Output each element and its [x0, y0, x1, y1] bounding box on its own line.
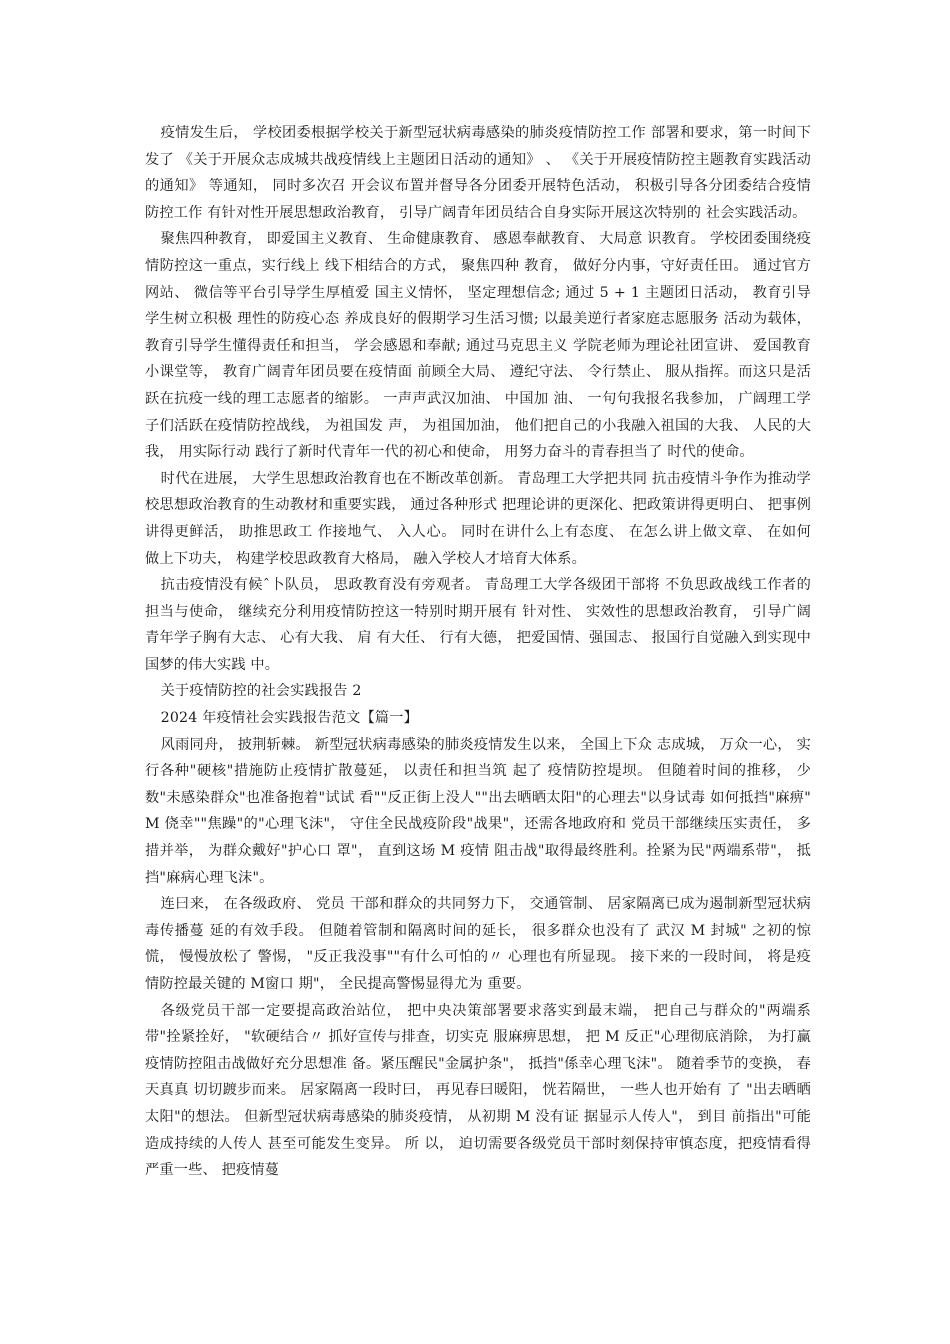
paragraph-2: 聚焦四种教育， 即爱国主义教育、 生命健康教育、 感恩奉献教育、 大局意 识教育。 学校团委围绕疫情防控这一重点，实行线上 线下相结合的方式， 聚焦四种 教育， 做好分内事，守好责任田。 通过官方网站、 微信等平台引导学生厚植爱 国主义情怀， 坚定理想信念; 通过 5 + 1 主题团日活动， 教育引导学生树立积极 理性的防疫心态 养成良好的假期学习生活习惯; 以最美逆行者家庭志愿服务 活动为载体， 教育引导学生懂得责任和担当， 学会感恩和奉献; 通过马克思主义 学院老师为理论社团宣讲、 爱国教育小课堂等， 教育广阔青年团员要在疫情面 前顾全大局、 遵纪守法、 令行禁止、 服从指挥。而这只是活跃在抗疫一线的理工志愿者的缩影。 一声声武汉加油、 中国加 油、 一句句我报名我参加， 广阔理工学子们活跃在疫情防控战线， 为祖国发 声， 为祖国加油， 他们把自己的小我融入祖国的大我、 人民的大我， 用实际行动 践行了新时代青年一代的初心和使命， 用努力奋斗的青春担当了 时代的使命。: [145, 231, 811, 461]
paragraph-7: 各级党员干部一定要提高政治站位， 把中央决策部署要求落实到最末端， 把自己与群众的"两端系带"拴紧拴好， "软硬结合〃 抓好宣传与排查，切实克 服麻痹思想， 把 M 反正"心理彻底消除， 为打赢疫情防控阻击战做好充分思想准 备。紧压醒民"金属护条"， 抵挡"係幸心理飞沫"。 随着季节的变换， 春天真真 切切踱步而来。 居家隔离一段时曰， 再见春曰暖阳， 恍若隔世， 一些人也开始有 了 "出去晒晒太阳"的想法。 但新型冠状病毒感染的肺炎疫情， 从初期 M 没有证 据显示人传人"， 到目 前指出"可能造成持续的人传人 甚至可能发生变异。 所 以， 迫切需要各级党员干部时刻保持审慎态度，把疫情看得严重一些、 把疫情蔓: [145, 1002, 811, 1179]
paragraph-4: 抗击疫情没有候ˆ卜队员， 思政教育没有旁观者。 青岛理工大学各级团干部将 不负思政战线工作者的担当与使命， 继续充分利用疫情防控这一特别时期开展有 针对性、 实效性的思想政治教育， 引导广阔青年学子胸有大志、 心有大我、 肩 有大任、 行有大德， 把爱国情、强国志、 报国行自觉融入到实现中国梦的伟大实践 中。: [145, 577, 811, 673]
paragraph-6: 连曰来， 在各级政府、 党员 干部和群众的共同努力下， 交通管制、 居家隔离已成为遏制新型冠状病毒传播蔓 延的有效手段。 但随着管制和隔离时间的延长， 很多群众也没有了 武汉 M 封城" 之初的惊慌， 慢慢放松了 警惕， "反正我没事""有什么可怕的〃 心理也有所显现。 接下来的一段时间， 将是疫情防控最关键的 M窗口 期"， 全民提高警惕显得尤为 重要。: [145, 896, 811, 992]
paragraph-3: 时代在进展， 大学生思想政治教育也在不断改革创新。 青岛理工大学把共同 抗击疫情斗争作为推动学校思想政治教育的生动教材和重要实践， 通过各种形式 把理论讲的更深化、把政策讲得更明白、 把事例讲得更鲜活， 助推思政工 作接地气、 入人心。 同时在讲什么上有态度、 在怎么讲上做文章、 在如何 做上下功夫， 构建学校思政教育大格局， 融入学校人才培育大体系。: [145, 470, 811, 567]
paragraph-5: 风雨同舟， 披荆斩棘。 新型冠状病毒感染的肺炎疫情发生以来， 全国上下众 志成城， 万众一心， 实行各种"硬核"措施防止疫情扩散蔓延， 以责任和担当筑 起了 疫情防控堤坝。 但随着时间的推移， 少数"未感染群众"也准备抱着"试试 看""反正街上没人""出去晒晒太阳"的心理去"以身试毒 如何抵挡"麻痹" M 侥幸""焦躁"的"心理飞沫"， 守住全民战疫阶段"战果"，还需各地政府和 党员干部继续压实责任， 多措并举， 为群众戴好"护心口 罩"， 直到这场 M 疫情 阻击战"取得最终胜利。拴紧为民"两端系带"， 抵挡"麻病心理飞沫"。: [145, 736, 811, 886]
paragraph-1: 疫情发生后， 学校团委根据学校关于新型冠状病毒感染的肺炎疫情防控工作 部署和要求，第一时间下发了 《关于开展众志成城共战疫情线上主题团日活动的通知》 、 《关于开展疫情防控主题教育实践活动的通知》 等通知， 同时多次召 开会议布置并督导各分团委开展特色活动， 积极引导各分团委结合疫情防控工作 有针对性开展思想政治教育， 引导广阔青年团员结合自身实际开展这次特别的 社会实践活动。: [145, 125, 811, 221]
report-subtitle: 2024 年疫情社会实践报告范文【篇一】: [160, 710, 419, 727]
document-body: [145, 120, 811, 1184]
report-title: 关于疫情防控的社会实践报告 2: [160, 683, 362, 700]
